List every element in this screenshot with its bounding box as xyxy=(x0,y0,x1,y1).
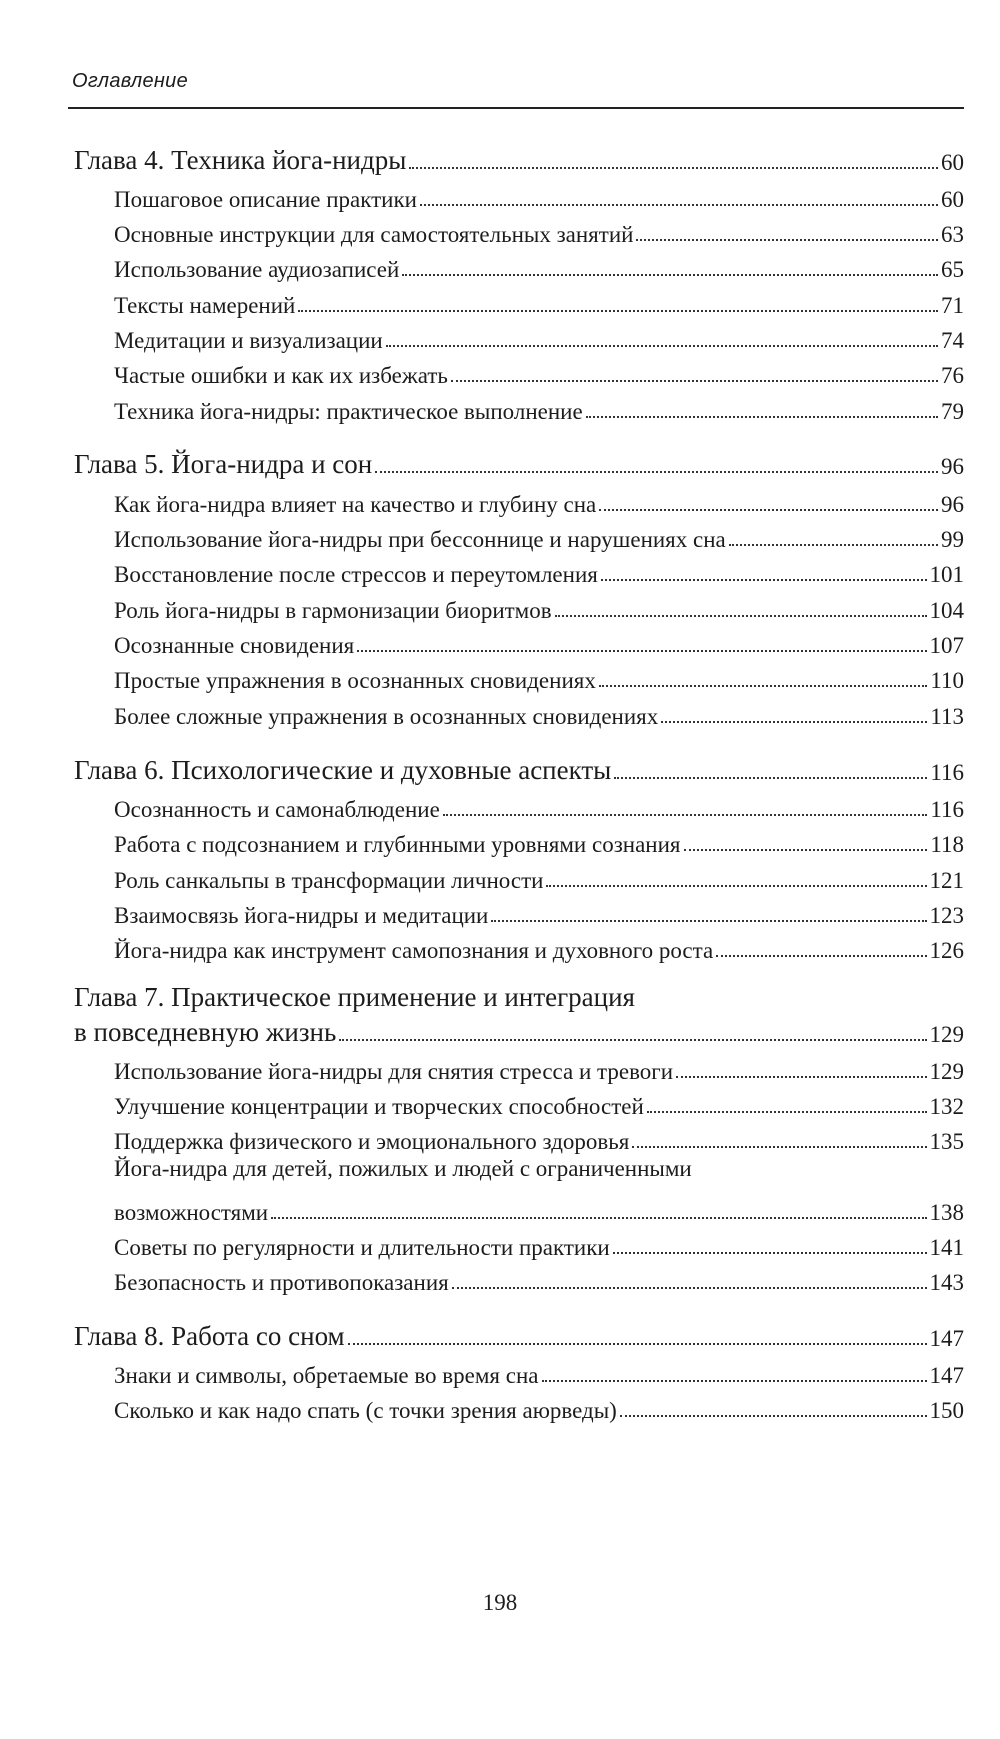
toc-chapter-6[interactable] xyxy=(74,750,964,784)
entry-title: Использование аудиозаписей xyxy=(114,257,400,282)
toc-entry[interactable] xyxy=(114,658,964,692)
dot-leader xyxy=(386,345,938,347)
dot-leader xyxy=(491,920,926,922)
toc-entry[interactable] xyxy=(114,389,964,423)
page-number: 71 xyxy=(941,293,964,318)
page-number: 121 xyxy=(929,868,964,893)
dot-leader xyxy=(409,167,938,169)
toc-entry[interactable] xyxy=(114,482,964,516)
dot-leader xyxy=(542,1380,927,1382)
page-number: 135 xyxy=(929,1129,964,1154)
dot-leader xyxy=(647,1111,927,1113)
toc-entry[interactable] xyxy=(114,353,964,387)
entry-title: Как йога-нидра влияет на качество и глубину сна xyxy=(114,492,597,517)
dot-leader xyxy=(716,955,926,957)
entry-title: Использование йога-нидры при бессоннице и нарушениях сна xyxy=(114,527,726,552)
running-head: Оглавление xyxy=(72,70,189,92)
page-number: 132 xyxy=(929,1094,964,1119)
dot-leader xyxy=(357,650,926,652)
entry-title: Частые ошибки и как их избежать xyxy=(114,363,448,388)
toc-entry[interactable] xyxy=(114,787,964,821)
page-number: 65 xyxy=(941,257,964,282)
entry-title: Безопасность и противопоказания xyxy=(114,1270,449,1295)
page-number: 63 xyxy=(941,222,964,247)
page-number: 126 xyxy=(929,938,964,963)
toc-chapter-8[interactable] xyxy=(74,1316,964,1350)
chapter-title: Глава 4. Техника йога-нидры xyxy=(74,145,407,175)
dot-leader xyxy=(676,1076,926,1078)
dot-leader xyxy=(586,416,938,418)
page-number: 76 xyxy=(941,363,964,388)
entry-title-line-1[interactable]: Йога-нидра для детей, пожилых и людей с ограниченными xyxy=(114,1156,692,1181)
page-number: 118 xyxy=(930,832,964,857)
chapter-title: Глава 6. Психологические и духовные аспекты xyxy=(74,755,612,785)
page-number: 141 xyxy=(929,1235,964,1260)
dot-leader xyxy=(599,685,928,687)
toc-chapter-5[interactable] xyxy=(74,444,964,478)
entry-title-line-2: возможностями xyxy=(114,1200,269,1225)
toc-entry[interactable] xyxy=(114,1225,964,1259)
page-number: 99 xyxy=(941,527,964,552)
header-rule xyxy=(68,107,964,109)
toc-entry[interactable] xyxy=(114,1119,964,1153)
dot-leader xyxy=(614,777,927,779)
entry-title: Поддержка физического и эмоционального здоровья xyxy=(114,1129,630,1154)
dot-leader xyxy=(555,615,927,617)
page-number: 138 xyxy=(929,1200,964,1225)
page-number: 143 xyxy=(929,1270,964,1295)
page-number: 110 xyxy=(930,668,964,693)
dot-leader xyxy=(613,1252,927,1254)
toc-entry[interactable] xyxy=(114,212,964,246)
dot-leader xyxy=(339,1039,926,1041)
page-number: 96 xyxy=(941,454,964,479)
toc-entry[interactable] xyxy=(114,1190,964,1224)
chapter-title-line-1[interactable]: Глава 7. Практическое применение и интеграция xyxy=(74,982,635,1012)
toc-entry[interactable] xyxy=(114,177,964,211)
page-number: 123 xyxy=(929,903,964,928)
toc-entry[interactable] xyxy=(114,1353,964,1387)
toc-entry[interactable] xyxy=(114,1084,964,1118)
page-number: 129 xyxy=(929,1059,964,1084)
dot-leader xyxy=(729,544,938,546)
toc-entry[interactable] xyxy=(114,694,964,728)
dot-leader xyxy=(451,380,938,382)
dot-leader xyxy=(684,849,928,851)
dot-leader xyxy=(620,1415,927,1417)
dot-leader xyxy=(452,1287,927,1289)
toc-entry[interactable] xyxy=(114,893,964,927)
dot-leader xyxy=(420,204,938,206)
entry-title: Йога-нидра как инструмент самопознания и духовного роста xyxy=(114,938,714,963)
page-number: 96 xyxy=(941,492,964,517)
toc-entry[interactable] xyxy=(114,623,964,657)
entry-title: Медитации и визуализации xyxy=(114,328,383,353)
entry-title: Осознанные сновидения xyxy=(114,633,355,658)
entry-title: Восстановление после стрессов и переутомления xyxy=(114,562,598,587)
entry-title: Роль йога-нидры в гармонизации биоритмов xyxy=(114,598,552,623)
chapter-title: Глава 5. Йога-нидра и сон xyxy=(74,449,373,479)
dot-leader xyxy=(443,814,928,816)
entry-title: Техника йога-нидры: практическое выполнение xyxy=(114,399,583,424)
page-number: 107 xyxy=(929,633,964,658)
toc-entry[interactable] xyxy=(114,552,964,586)
dot-leader xyxy=(271,1217,926,1219)
toc-entry[interactable] xyxy=(114,283,964,317)
entry-title: Улучшение концентрации и творческих способностей xyxy=(114,1094,644,1119)
dot-leader xyxy=(601,579,927,581)
page-number: 74 xyxy=(941,328,964,353)
page-number: 129 xyxy=(929,1022,964,1047)
dot-leader xyxy=(546,885,926,887)
toc-entry[interactable] xyxy=(114,1049,964,1083)
chapter-title: Глава 8. Работа со сном xyxy=(74,1321,345,1351)
entry-title: Осознанность и самонаблюдение xyxy=(114,797,440,822)
dot-leader xyxy=(661,721,927,723)
entry-title: Основные инструкции для самостоятельных занятий xyxy=(114,222,634,247)
page-folio: 198 xyxy=(482,1590,518,1615)
toc-entry[interactable] xyxy=(114,858,964,892)
entry-title: Сколько и как надо спать (с точки зрения аюрведы) xyxy=(114,1398,617,1423)
page-number: 104 xyxy=(929,598,964,623)
dot-leader xyxy=(599,509,938,511)
entry-title: Простые упражнения в осознанных сновидениях xyxy=(114,668,596,693)
entry-title: Знаки и символы, обретаемые во время сна xyxy=(114,1363,539,1388)
toc-entry[interactable] xyxy=(114,517,964,551)
toc-entry[interactable] xyxy=(114,1388,964,1422)
dot-leader xyxy=(375,471,938,473)
page-number: 60 xyxy=(941,187,964,212)
entry-title: Роль санкальпы в трансформации личности xyxy=(114,868,544,893)
entry-title: Работа с подсознанием и глубинными уровнями сознания xyxy=(114,832,681,857)
dot-leader xyxy=(636,239,938,241)
toc-entry[interactable] xyxy=(114,318,964,352)
toc-entry[interactable] xyxy=(114,588,964,622)
entry-title: Более сложные упражнения в осознанных сновидениях xyxy=(114,704,659,729)
entry-title: Тексты намерений xyxy=(114,293,296,318)
toc-entry[interactable] xyxy=(114,928,964,962)
page-number: 150 xyxy=(929,1398,964,1423)
page-number: 147 xyxy=(929,1326,964,1351)
entry-title: Использование йога-нидры для снятия стресса и тревоги xyxy=(114,1059,674,1084)
page-number: 116 xyxy=(930,760,964,785)
entry-title: Взаимосвязь йога-нидры и медитации xyxy=(114,903,489,928)
page-number: 60 xyxy=(941,150,964,175)
dot-leader xyxy=(632,1146,926,1148)
page-number: 147 xyxy=(929,1363,964,1388)
page-number: 113 xyxy=(930,704,964,729)
toc-entry[interactable] xyxy=(114,1260,964,1294)
toc-chapter-7[interactable] xyxy=(74,1012,964,1046)
dot-leader xyxy=(402,274,938,276)
dot-leader xyxy=(348,1343,927,1345)
page-number: 116 xyxy=(930,797,964,822)
toc-chapter-4[interactable] xyxy=(74,140,964,174)
toc-entry[interactable] xyxy=(114,822,964,856)
toc-entry[interactable] xyxy=(114,247,964,281)
entry-title: Советы по регулярности и длительности практики xyxy=(114,1235,610,1260)
chapter-title-line-2: в повседневную жизнь xyxy=(74,1017,337,1047)
entry-title: Пошаговое описание практики xyxy=(114,187,417,212)
page-number: 101 xyxy=(929,562,964,587)
page-number: 79 xyxy=(941,399,964,424)
dot-leader xyxy=(298,310,938,312)
